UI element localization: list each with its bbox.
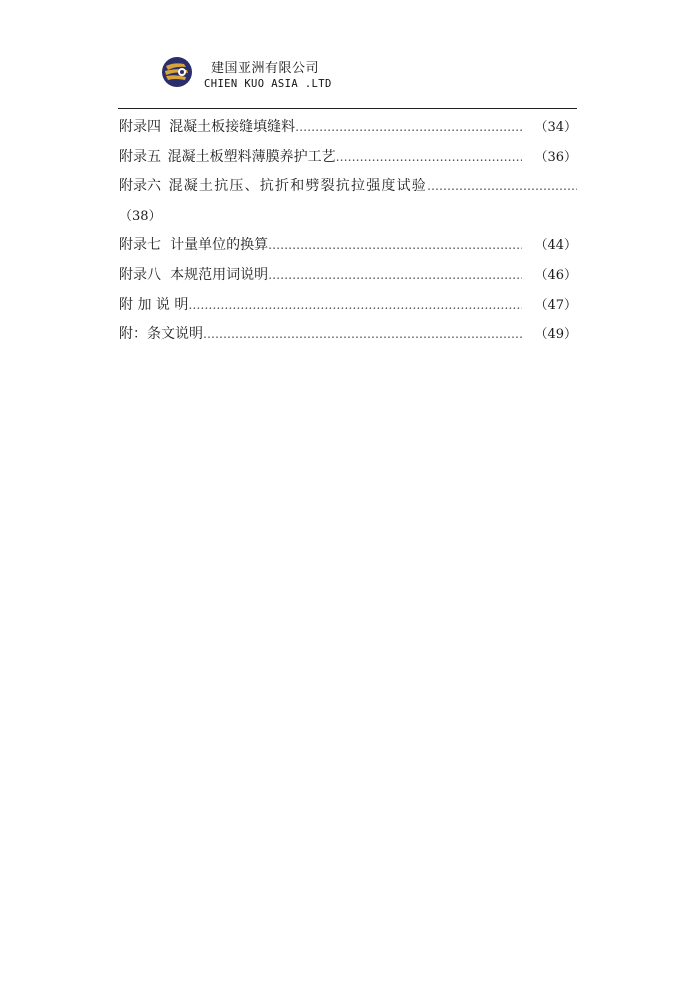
toc-entry-additional-notes bbox=[119, 291, 577, 321]
toc-prefix: 附 加 说 明 bbox=[119, 296, 189, 313]
toc-prefix: 附录七 bbox=[119, 237, 161, 254]
toc-page-number: （38） bbox=[119, 208, 162, 224]
toc-page-number: （49） bbox=[534, 327, 577, 343]
document-header bbox=[160, 56, 460, 96]
toc-leader-dots bbox=[295, 113, 522, 143]
toc-title: 本规范用词说明 bbox=[170, 266, 269, 283]
toc-title: 混凝土抗压、抗折和劈裂抗拉强度试验 bbox=[168, 178, 427, 195]
toc-page-number: （44） bbox=[534, 238, 577, 254]
toc-title: 计量单位的换算 bbox=[170, 237, 269, 254]
toc-page-number: （36） bbox=[534, 149, 577, 165]
toc-entry-appendix-5 bbox=[119, 143, 577, 173]
company-name-chinese: 建国亚洲有限公司 bbox=[211, 61, 320, 76]
toc-entry-appendix-4 bbox=[119, 113, 577, 143]
toc-page-number: （47） bbox=[534, 297, 577, 313]
toc-prefix: 附：条文说明 bbox=[119, 326, 203, 343]
toc-prefix: 附录五 bbox=[119, 148, 161, 165]
toc-prefix: 附录六 bbox=[119, 178, 161, 195]
toc-leader-dots bbox=[203, 320, 522, 350]
toc-title: 混凝土板塑料薄膜养护工艺 bbox=[167, 148, 336, 165]
toc-entry-clause-explanation bbox=[119, 320, 577, 350]
toc-leader-dots bbox=[336, 143, 523, 173]
chien-kuo-logo-icon bbox=[160, 56, 194, 88]
toc-leader-dots bbox=[188, 291, 522, 321]
toc-prefix: 附录四 bbox=[119, 119, 161, 135]
toc-prefix: 附录八 bbox=[119, 266, 161, 283]
toc-title: 混凝土板接缝填缝料 bbox=[169, 119, 296, 135]
toc-page-number: （34） bbox=[534, 120, 577, 135]
toc-entry-appendix-8 bbox=[119, 261, 577, 291]
toc-leader-dots bbox=[268, 231, 522, 261]
header-divider bbox=[118, 108, 577, 109]
toc-leader-dots bbox=[427, 172, 577, 202]
table-of-contents bbox=[119, 113, 577, 350]
toc-leader-dots bbox=[268, 261, 522, 291]
company-name-english: CHIEN KUO ASIA .LTD bbox=[204, 78, 332, 90]
toc-entry-appendix-7 bbox=[119, 231, 577, 261]
toc-entry-appendix-6 bbox=[119, 172, 577, 202]
toc-page-number: （46） bbox=[534, 267, 577, 283]
